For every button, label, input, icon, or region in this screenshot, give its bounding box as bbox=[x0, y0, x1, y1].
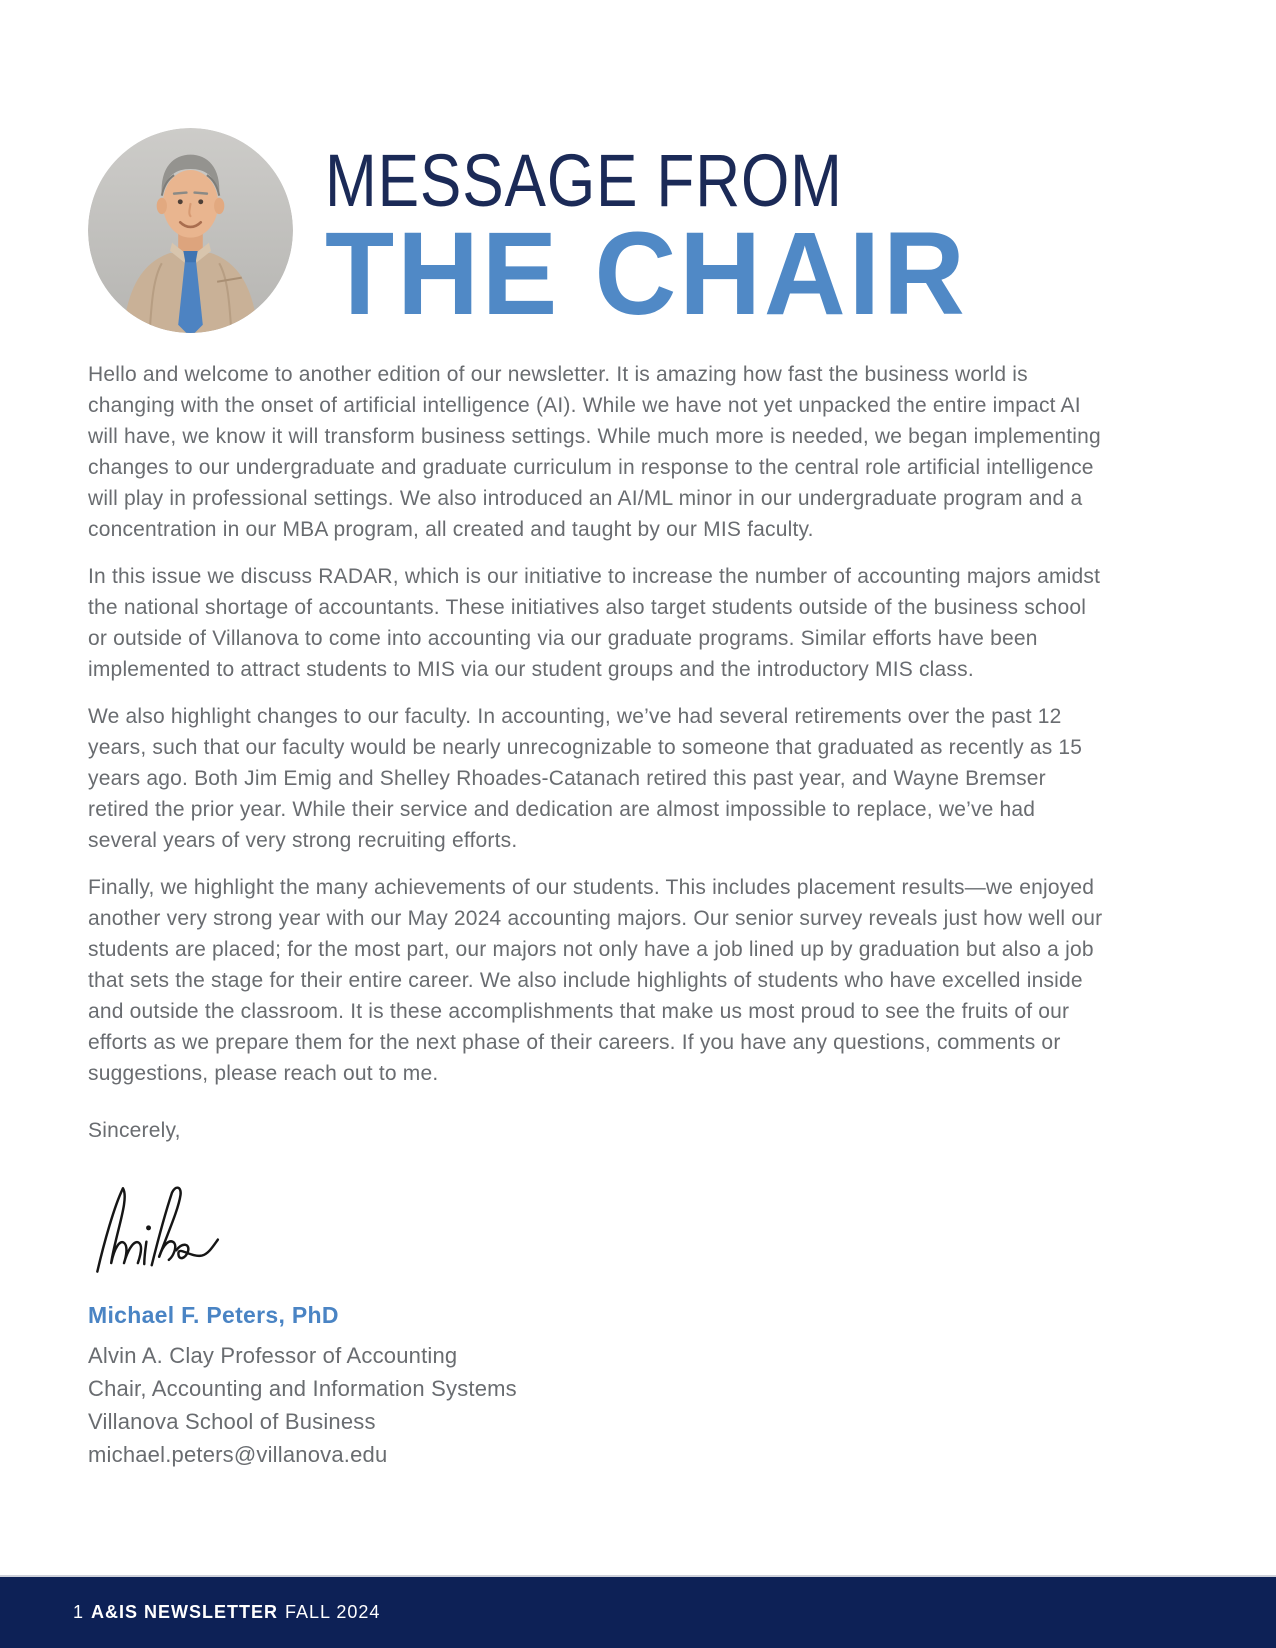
header bbox=[88, 128, 1188, 340]
portrait-illustration bbox=[88, 128, 293, 333]
chair-portrait-photo bbox=[88, 128, 293, 333]
signature-strokes bbox=[90, 1182, 222, 1278]
closing-salutation: Sincerely, bbox=[88, 1119, 181, 1142]
page-title-line2: THE CHAIR bbox=[325, 208, 968, 340]
signatory-email[interactable]: michael.peters@villanova.edu bbox=[88, 1442, 388, 1467]
handwritten-signature-image bbox=[90, 1182, 1188, 1278]
signatory-title-professorship: Alvin A. Clay Professor of Accounting bbox=[88, 1343, 458, 1368]
signatory-title-chair: Chair, Accounting and Information Systems bbox=[88, 1376, 517, 1401]
letter-paragraph-2: In this issue we discuss RADAR, which is our initiative to increase the number of accounting majors amidst the national shortage of accountants. These initiatives also target students outside of the business school or outside of Villanova to come into accounting via our graduate programs. Similar efforts have been implemented to attract students to MIS via our student groups and the introductory MIS class. bbox=[88, 565, 1101, 681]
signatory-school: Villanova School of Business bbox=[88, 1409, 376, 1434]
footer-bar bbox=[0, 1575, 1276, 1648]
letter-paragraph-1: Hello and welcome to another edition of our newsletter. It is amazing how fast the business world is changing with the onset of artificial intelligence (AI). While we have not yet unpacked the entire impact AI will have, we know it will transform business settings. While much more is needed, we began implementing changes to our undergraduate and graduate curriculum in response to the central role artificial intelligence will play in professional settings. We also introduced an AI/ML minor in our undergraduate program and a concentration in our MBA program, all created and taught by our MIS faculty. bbox=[88, 363, 1101, 541]
letter-paragraph-3: We also highlight changes to our faculty. In accounting, we’ve had several retirements over the past 12 years, such that our faculty would be nearly unrecognizable to someone that graduated as recently as 15 years ago. Both Jim Emig and Shelley Rhoades-Catanach retired this past year, and Wayne Bremser retired the prior year. While their service and dedication are almost impossible to replace, we’ve had several years of very strong recruiting efforts. bbox=[88, 705, 1083, 852]
page-title bbox=[325, 128, 994, 340]
letter-body bbox=[88, 359, 1188, 1471]
page-number: 1 bbox=[73, 1602, 85, 1622]
signatory-titles bbox=[88, 1339, 1188, 1471]
newsletter-issue: FALL 2024 bbox=[285, 1602, 381, 1622]
letter-paragraph-4: Finally, we highlight the many achievements of our students. This includes placement results—we enjoyed another very strong year with our May 2024 accounting majors. Our senior survey reveals just how well our students are placed; for the most part, our majors not only have a job lined up by graduation but also a job that sets the stage for their entire career. We also include highlights of students who have excelled inside and outside the classroom. It is these accomplishments that make us most proud to see the fruits of our efforts as we prepare them for the next phase of their careers. If you have any questions, comments or suggestions, please reach out to me. bbox=[88, 876, 1103, 1085]
page-title-line1: MESSAGE FROM bbox=[325, 139, 843, 222]
newsletter-title: A&IS NEWSLETTER bbox=[91, 1602, 279, 1622]
signatory-name: Michael F. Peters, PhD bbox=[88, 1302, 339, 1328]
